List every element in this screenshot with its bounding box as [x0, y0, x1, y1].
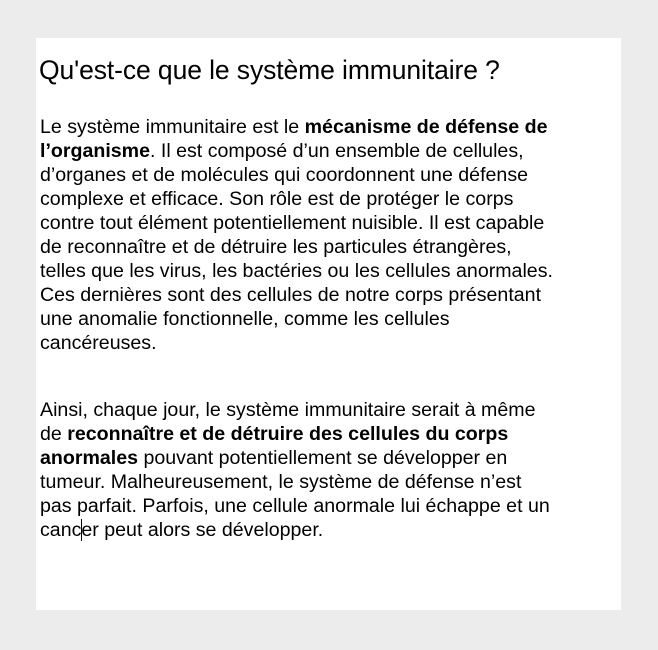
document-title: Qu'est-ce que le système immunitaire ? [39, 55, 500, 85]
document-page[interactable] [36, 38, 621, 610]
text-line: Ces dernières sont des cellules de notre corps présentant [40, 284, 542, 306]
text-line: Ainsi, chaque jour, le système immunitaire serait à même [40, 399, 536, 421]
text-line: Le système immunitaire est le mécanisme de défense de [40, 116, 548, 138]
text-line: tumeur. Malheureusement, le système de défense n’est [40, 471, 522, 493]
bold-text: anormales [40, 447, 139, 469]
text-line: de reconnaître et de détruire des cellules du corps [40, 423, 509, 445]
text-line: une anomalie fonctionnelle, comme les cellules [40, 308, 450, 330]
bold-text: reconnaître et de détruire des cellules du corps [67, 423, 509, 445]
text-line: pas parfait. Parfois, une cellule anormale lui échappe et un [40, 495, 550, 517]
text-line: anormales pouvant potentiellement se développer en [40, 447, 508, 469]
text-line: complexe et efficace. Son rôle est de protéger le corps [40, 188, 514, 210]
paragraph-1[interactable] [40, 115, 553, 355]
text-line: telles que les virus, les bactéries ou les cellules anormales. [40, 260, 553, 282]
text-line: contre tout élément potentiellement nuisible. Il est capable [40, 212, 545, 234]
text-line: cancer peut alors se développer. [40, 519, 324, 541]
text-line: l’organisme. Il est composé d’un ensemble de cellules, [40, 140, 524, 162]
bold-text: l’organisme [40, 140, 150, 162]
text-line: cancéreuses. [40, 332, 157, 354]
bold-text: mécanisme de défense de [304, 116, 548, 138]
text-line: d’organes et de molécules qui coordonnent une défense [40, 164, 529, 186]
text-line: de reconnaître et de détruire les particules étrangères, [40, 236, 512, 258]
paragraph-2[interactable] [40, 398, 550, 542]
